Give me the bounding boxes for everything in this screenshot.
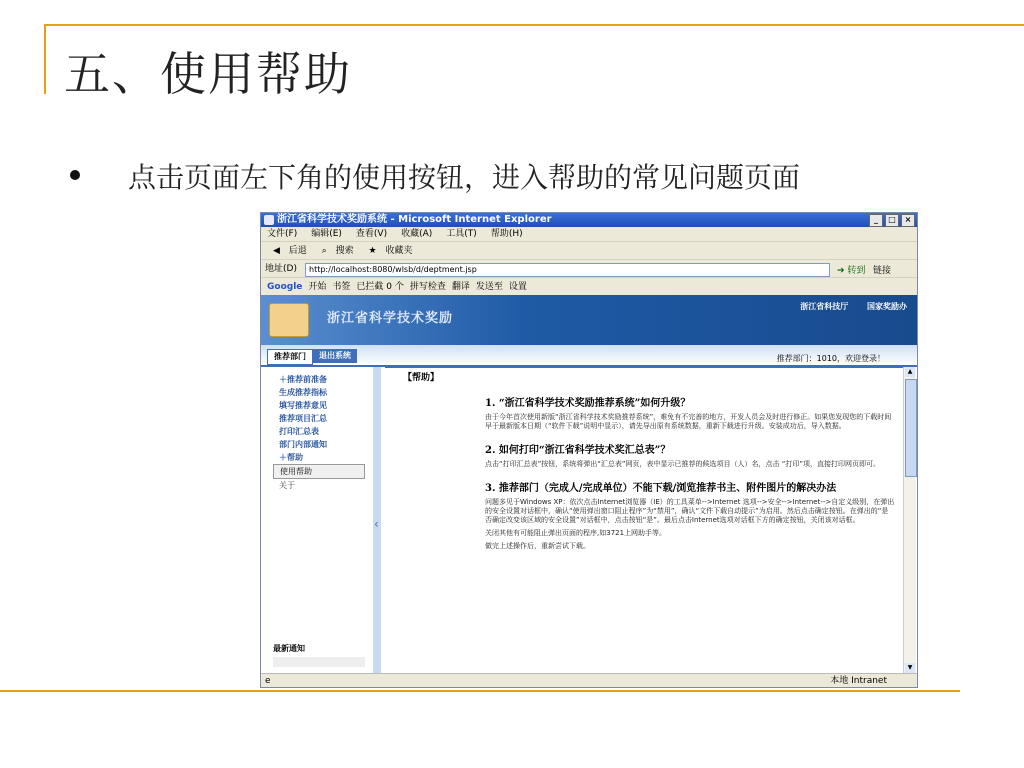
google-toolbar-item-4[interactable]: 拼写检查 <box>409 282 446 292</box>
web-page <box>261 295 917 673</box>
menu-item-1[interactable]: 编辑(E) <box>311 229 342 239</box>
slide-title: 五、使用帮助 <box>64 47 352 101</box>
google-toolbar-item-5[interactable]: 翻译 <box>451 282 470 292</box>
google-toolbar-item-6[interactable]: 发送至 <box>475 282 503 292</box>
help-content <box>385 367 905 674</box>
address-bar <box>261 259 917 278</box>
banner-title: 浙江省科学技术奖励 <box>327 311 454 326</box>
news-title: 最新通知 <box>273 644 305 653</box>
google-toolbar-item-1[interactable]: 开始 <box>308 282 327 292</box>
faq-question-1: 2. 如何打印“浙江省科学技术奖汇总表”？ <box>485 445 671 456</box>
faq-answer-4: 做完上述操作后，重新尝试下载。 <box>485 542 590 550</box>
status-zone: 本地 Intranet <box>830 676 887 686</box>
scrollbar[interactable] <box>903 367 916 673</box>
faq-answer-0: 由于今年首次使用新版“浙江省科学技术奖励推荐系统”，难免有不完善的地方，开发人员会及时进行修正。如果您发现您的下载时间早于最新版本日期（“软件下载”说明中显示），请先导出原有系统数据，重新下载进行升级。安装成功后，导入数据。 <box>485 413 892 430</box>
google-toolbar-item-7[interactable]: 设置 <box>508 282 527 292</box>
sidebar-item-6[interactable]: ＋帮助 <box>279 453 303 462</box>
scroll-up-icon[interactable]: ▲ <box>905 367 915 377</box>
faq-list <box>485 384 895 551</box>
minimize-button[interactable]: _ <box>869 214 883 227</box>
slide-bottom-line <box>0 690 960 692</box>
sidebar-item-8[interactable]: 关于 <box>279 481 295 490</box>
menu-item-5[interactable]: 帮助(H) <box>490 229 523 239</box>
sidebar-item-0[interactable]: ＋推荐前准备 <box>279 375 327 384</box>
toolbar <box>261 241 917 260</box>
sidebar-item-2[interactable]: 填写推荐意见 <box>279 401 327 410</box>
window-titlebar <box>261 213 917 227</box>
menu-bar <box>261 227 917 241</box>
link-kjt[interactable]: 浙江省科技厅 <box>800 302 849 311</box>
scroll-thumb[interactable] <box>905 379 917 477</box>
faq-answer-2: 问题多见于Windows XP：依次点击Internet浏览器（IE）的工具菜单-->Internet 选项-->安全-->Internet-->自定义级别，在弹出的安全设置对话框中，确认“使用弹出窗口阻止程序”为“禁用”，确认“文件下载自动提示”为启用。然后点击确定按钮。在弹出的“是否确定改变该区域的安全设置”对话框中，点击按钮“是”。最后点击Internet选项对话框下方的确定按钮，关闭该对话框。 <box>485 498 895 524</box>
sidebar-item-5[interactable]: 部门内部通知 <box>279 440 327 449</box>
browser-screenshot <box>260 212 918 688</box>
google-toolbar-item-2[interactable]: 书签 <box>332 282 351 292</box>
banner-links <box>784 301 907 312</box>
tab-row <box>261 345 917 367</box>
faq-answer-1: 点击“打印汇总表”按钮，系统将弹出“汇总表”网页，表中显示已推荐的候选项目（人）名，点击 “打印”项，直接打印网页即可。 <box>485 460 880 468</box>
star-icon: ★ <box>368 246 377 256</box>
menu-item-3[interactable]: 收藏(A) <box>401 229 433 239</box>
site-logo <box>269 303 309 337</box>
window-title: 浙江省科学技术奖励系统 - Microsoft Internet Explorer <box>277 214 552 225</box>
status-bar <box>261 673 917 688</box>
site-banner <box>261 295 917 345</box>
sidebar-item-7[interactable]: 使用帮助 <box>273 464 365 479</box>
tab-dept[interactable]: 推荐部门 <box>267 349 313 365</box>
slide-left-accent <box>44 24 46 94</box>
tab-logout[interactable]: 退出系统 <box>313 349 357 363</box>
address-label: 地址(D) <box>265 264 297 274</box>
scroll-down-icon[interactable]: ▼ <box>905 663 915 673</box>
faq-question-0: 1. “浙江省科学技术奖励推荐系统”如何升级？ <box>485 398 691 409</box>
google-toolbar-item-3[interactable]: 已拦截 0 个 <box>356 282 404 292</box>
welcome-text: 推荐部门：1010，欢迎登录！ <box>776 354 885 363</box>
page-status-icon: e <box>265 676 271 686</box>
search-icon: ⌕ <box>321 246 327 256</box>
faq-answer-3: 关闭其他有可能阻止弹出页面的程序,如3721上网助手等。 <box>485 529 667 537</box>
slide-top-line <box>44 24 1024 26</box>
go-label: 转到 <box>847 266 866 276</box>
back-button[interactable] <box>267 246 307 256</box>
address-input[interactable]: http://localhost:8080/wlsb/d/deptment.jsp <box>305 263 830 277</box>
help-header: 【帮助】 <box>403 373 440 383</box>
google-toolbar <box>261 277 917 296</box>
go-button[interactable]: ➔ 转到 <box>837 266 866 276</box>
ie-icon <box>264 215 274 225</box>
back-label: 后退 <box>288 246 307 256</box>
faq-question-2: 3. 推荐部门（完成人/完成单位）不能下载/浏览推荐书主、附件图片的解决办法 <box>485 483 837 494</box>
sidebar-item-1[interactable]: 生成推荐指标 <box>279 388 327 397</box>
favorites-label: 收藏夹 <box>385 246 413 256</box>
back-icon: ◀ <box>273 246 280 256</box>
maximize-button[interactable]: □ <box>885 214 899 227</box>
menu-item-4[interactable]: 工具(T) <box>446 229 477 239</box>
close-button[interactable]: × <box>901 214 915 227</box>
menu-item-0[interactable]: 文件(F) <box>267 229 298 239</box>
search-label: 搜索 <box>335 246 354 256</box>
collapse-arrow-icon[interactable]: ‹ <box>374 517 379 531</box>
sidebar <box>261 367 373 673</box>
favorites-button[interactable] <box>363 246 413 256</box>
menu-item-2[interactable]: 查看(V) <box>355 229 388 239</box>
google-toolbar-item-0[interactable]: Google <box>267 282 303 292</box>
bullet-dot <box>70 170 80 180</box>
search-button[interactable] <box>316 246 354 256</box>
news-box <box>273 657 365 667</box>
links-label[interactable]: 链接 <box>873 266 892 276</box>
sidebar-item-4[interactable]: 打印汇总表 <box>279 427 319 436</box>
link-national[interactable]: 国家奖励办 <box>867 302 907 311</box>
sidebar-item-3[interactable]: 推荐项目汇总 <box>279 414 327 423</box>
sidebar-menu <box>273 373 365 492</box>
bullet-text: 点击页面左下角的使用按钮，进入帮助的常见问题页面 <box>128 161 801 194</box>
